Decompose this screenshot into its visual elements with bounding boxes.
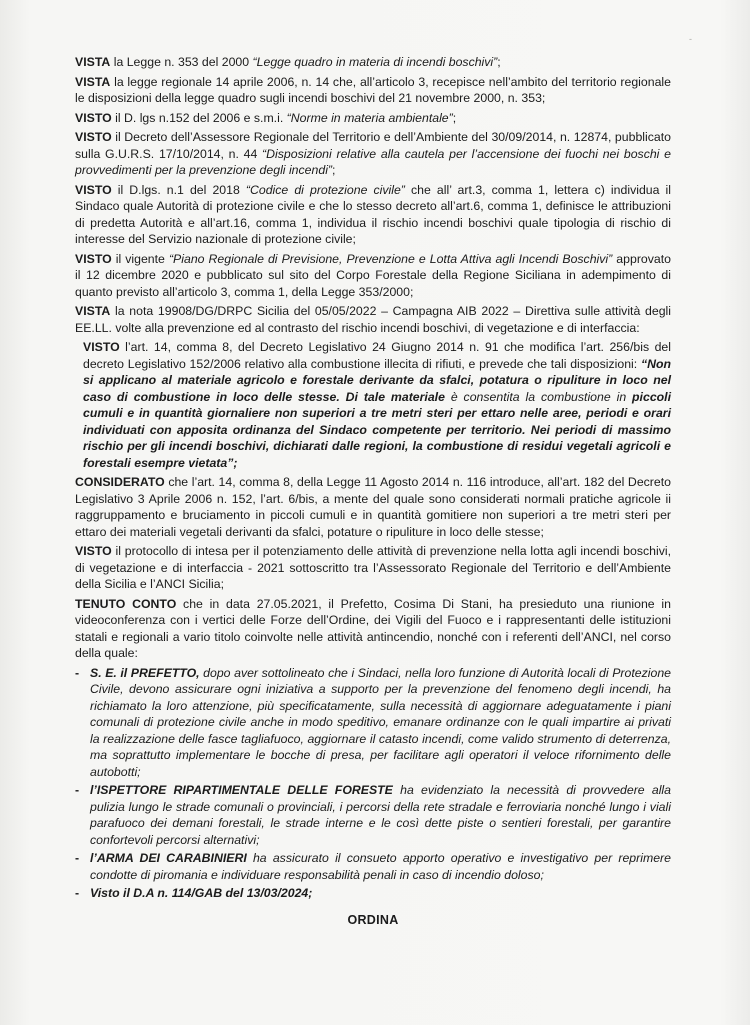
text-run: che all’ art.3, comma 1, lettera c) individua il Sindaco quale Autorità di protezione civile e che lo stesso decreto all’art.6, comma 1, definisce le attribuzioni di predetta Autorità e all’art.16, comma 1, individua il rischio incendi boschivi quale tipologia di rischio di interesse del Servizio nazionale di protezione civile; — [75, 182, 672, 246]
text-run: che in data 27.05.2021, il Prefetto, Cosima Di Stani, ha presieduto una riunione in videoconferenza con i vertici delle Forze dell’Ordine, dei Vigili del Fuoco e i rappresentanti delle istituzioni statali e regionali a vario titolo coinvolte nelle attività antincendio, nonché con i referenti dell’ANCI, nel corso della quale: — [75, 596, 671, 660]
text-run: l’ISPETTORE RIPARTIMENTALE DELLE FORESTE — [90, 783, 393, 797]
paragraph-lead: VISTO — [75, 130, 112, 144]
text-run: l’ARMA DEI CARABINIERI — [90, 851, 247, 865]
text-run: il D.lgs. n.1 del 2018 — [111, 182, 246, 197]
paragraph-lead: VISTO — [75, 182, 112, 197]
paragraph-lead: VISTO — [75, 544, 112, 558]
preamble-paragraph — [75, 303, 671, 336]
text-run: ; — [452, 110, 457, 125]
text-run: ha evidenziato la necessità di provvedere alla pulizia lungo le strade comunali o provinciali, i percorsi della rete stradale e ferroviaria nonché lungo i viali parafuoco dei demani forestali, le strade interne e le così dette piste o sentieri forestali, per garantire confortevoli percorsi alternativi; — [90, 783, 671, 847]
preamble-paragraph — [75, 596, 671, 662]
list-item — [75, 782, 671, 848]
text-run: “Legge quadro in materia di incendi boschivi” — [252, 55, 498, 69]
preamble-paragraph — [75, 54, 671, 71]
text-run: “Piano Regionale di Previsione, Prevenzione e Lotta Attiva agli Incendi Boschivi” — [168, 251, 613, 266]
text-run: ha assicurato il consueto apporto operativo e investigativo per reprimere condotte di piromania e individuare responsabilità penali in caso di incendio doloso; — [90, 851, 671, 882]
preamble-paragraph — [75, 251, 671, 301]
text-run: è consentita la combustione in — [450, 389, 633, 404]
text-run: “Non si applicano al materiale agricolo e forestale derivante da sfalci, potatura o ripuliture in loco nel caso di combustione in loco delle stesse. Di tale materiale — [83, 356, 671, 404]
list-item — [75, 885, 671, 902]
text-run: S. E. il PREFETTO, — [90, 665, 200, 680]
text-run: la Legge n. 353 del 2000 — [110, 55, 253, 69]
text-run: la nota 19908/DG/DRPC Sicilia del 05/05/2022 – Campagna AIB 2022 – Direttiva sulle attività degli EE.LL. volte alla prevenzione ed al contrasto del rischio incendi boschivi, di vegetazione e di interfaccia: — [75, 304, 671, 335]
text-run: il Decreto dell’Assessore Regionale del Territorio e dell’Ambiente del 30/09/2014, n. 12874, pubblicato sulla G.U.R.S. 17/10/2014, n. 44 — [75, 130, 671, 161]
text-run: piccoli cumuli e in quantità giornaliere non superiori a tre metri steri per ettaro nelle aree, periodi e orari individuati con apposita ordinanza del Sindaco competente per territorio. Nei periodi di massimo rischio per gli incendi boschivi, dichiarati dalle regioni, la combustione di residui vegetali agricoli e forestali esempre vietata”; — [83, 389, 671, 470]
text-run: l’art. 14, comma 8, del Decreto Legislativo 24 Giugno 2014 n. 91 che modifica l’art. 256/bis del decreto Legislativo 152/2006 relativo alla combustione illecita di rifiuti, e prevede che tali disposizioni: — [83, 340, 671, 371]
text-run: la legge regionale 14 aprile 2006, n. 14 che, all’articolo 3, recepisce nell’ambito del territorio regionale le disposizioni della legge quadro sugli incendi boschivi del 21 novembre 2000, n. 353; — [75, 74, 671, 105]
paragraph-lead: CONSIDERATO — [75, 475, 165, 489]
paragraph-lead: VISTO — [83, 340, 120, 354]
bullet-dash: - — [75, 783, 80, 797]
list-item — [75, 850, 671, 883]
text-run: “Codice di protezione civile” — [245, 182, 405, 197]
paragraph-lead: VISTO — [75, 110, 112, 125]
meeting-points-list — [75, 665, 671, 902]
paragraph-lead: VISTA — [75, 74, 111, 89]
text-run: dopo aver sottolineato che i Sindaci, nella loro funzione di Autorità locali di Protezione Civile, devono assicurare ogni iniziativa a supporto per la prevenzione del fenomeno degli incendi, ha richiamato la loro attenzione, più specificatamente, sulla necessità di aggiornare adeguatamente i piani comunali di protezione civile anche in modo speditivo, emanare ordinanze con le quali impartire ai privati la realizzazione delle fasce tagliafuoco, aggiornare il catasto incendi, come valido strumento di deterrenza, ma soprattutto implementare le bocche di presa, per facilitare agli operatori il veloce rifornimento delle autobotti; — [90, 665, 671, 779]
document-body — [75, 54, 671, 928]
preamble-paragraph — [75, 110, 671, 127]
text-run: approvato il 12 dicembre 2020 e pubblicato sul sito del Corpo Forestale della Regione Siciliana in adempimento di quanto previsto all’articolo 3, comma 1, della Legge 353/2000; — [75, 251, 672, 299]
paragraph-lead: VISTO — [75, 251, 112, 266]
preamble-paragraph — [75, 129, 671, 179]
preamble-paragraph — [75, 339, 671, 471]
ordina-heading: ORDINA — [347, 912, 399, 927]
text-run: ; — [497, 55, 501, 69]
text-run: il vigente — [111, 251, 169, 266]
text-run: il D. lgs n.152 del 2006 e s.m.i. — [111, 110, 287, 125]
paragraph-lead: VISTA — [75, 304, 111, 318]
preamble-paragraphs — [75, 54, 671, 662]
preamble-paragraph — [75, 474, 671, 540]
text-run: che l’art. 14, comma 8, della Legge 11 Agosto 2014 n. 116 introduce, all’art. 182 del Decreto Legislativo 3 Aprile 2006 n. 152, l’art. 6/bis, a mente del quale sono considerati normali pratiche agricole ii raggruppamento e bruciamento in piccoli cumuli e in quantità gomitiere non superiori a tre metri steri per ettaro dei materiali vegetali derivanti da sfalci, potature o ripuliture in loco delle stesse; — [75, 475, 671, 539]
bullet-dash: - — [75, 851, 80, 865]
preamble-paragraph — [75, 74, 671, 107]
list-item — [75, 665, 671, 781]
text-run: “Disposizioni relative alla cautela per l’accensione dei fuochi nei boschi e provvedimenti per la prevenzione degli incendi” — [75, 146, 671, 177]
bullet-dash: - — [75, 665, 80, 680]
paragraph-lead: VISTA — [75, 55, 111, 69]
text-run: “Norme in materia ambientale” — [286, 110, 453, 125]
preamble-paragraph — [75, 543, 671, 593]
preamble-paragraph — [75, 182, 671, 248]
text-run: il protocollo di intesa per il potenziamento delle attività di prevenzione nella lotta agli incendi boschivi, di vegetazione e di interfaccia - 2021 sottoscritto tra l’Assessorato Regionale del Territorio e dell’Ambiente della Sicilia e l’ANCI Sicilia; — [75, 544, 671, 591]
corner-mark: - — [689, 34, 692, 44]
paragraph-lead: TENUTO CONTO — [75, 596, 177, 611]
text-run: Visto il D.A n. 114/GAB del 13/03/2024; — [90, 886, 313, 900]
text-run: ; — [332, 163, 336, 177]
bullet-dash: - — [75, 886, 80, 900]
